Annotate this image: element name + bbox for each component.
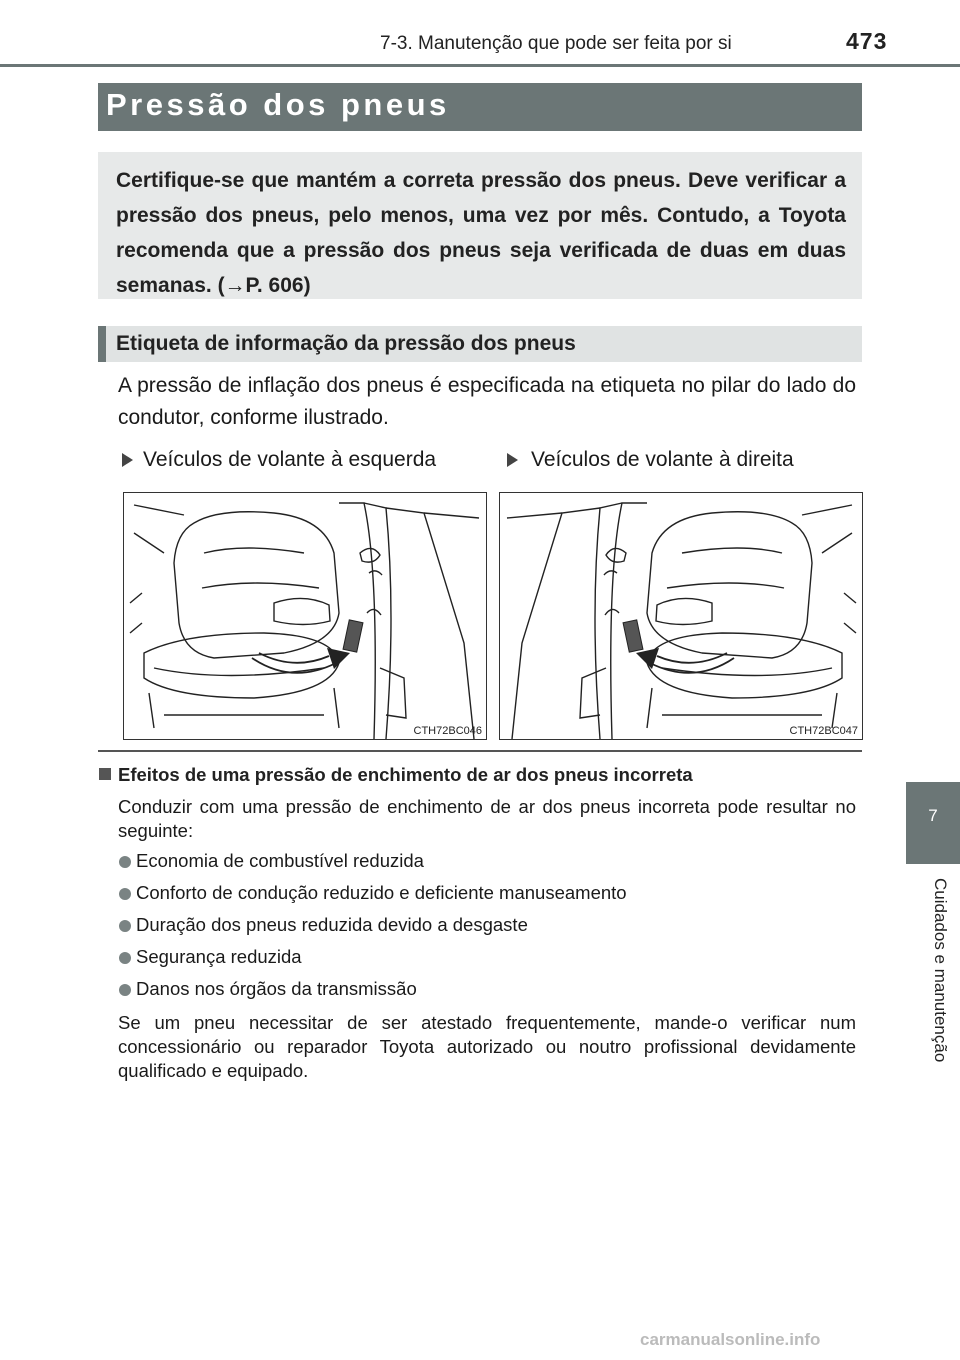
- figure-code-right: CTH72BC047: [789, 725, 858, 737]
- effects-closing: Se um pneu necessitar de ser atestado frequentemente, mande-o verificar num concessionário ou reparador Toyota autorizado ou noutro profissional devidamente qualificado e equipado.: [118, 1012, 856, 1081]
- header-rule: [0, 64, 960, 67]
- bullet-dot-icon: [119, 888, 131, 900]
- bullet-dot-icon: [119, 984, 131, 996]
- effects-bullet: Danos nos órgãos da transmissão: [136, 978, 417, 999]
- caret-right-icon: [507, 453, 518, 467]
- page-title: Pressão dos pneus: [106, 87, 450, 122]
- figure-caption-left: Veículos de volante à esquerda: [143, 448, 437, 471]
- seat-pillar-illustration-left: [124, 493, 486, 739]
- figure-caption-right: Veículos de volante à direita: [531, 448, 794, 471]
- seat-pillar-illustration-right: [500, 493, 862, 739]
- section-heading: Etiqueta de informação da pressão dos pneus: [116, 332, 576, 355]
- figure-right-hand-drive: [499, 492, 863, 740]
- watermark: carmanualsonline.info: [640, 1330, 821, 1349]
- figure-left-hand-drive: [123, 492, 487, 740]
- effects-bullet: Conforto de condução reduzido e deficiente manuseamento: [136, 882, 627, 903]
- bullet-dot-icon: [119, 920, 131, 932]
- page-number: 473: [846, 28, 888, 54]
- chapter-number: 7: [928, 806, 938, 825]
- caret-right-icon: [122, 453, 133, 467]
- bullet-dot-icon: [119, 856, 131, 868]
- section-body: A pressão de inflação dos pneus é especificada na etiqueta no pilar do lado do condutor, conforme ilustrado.: [118, 374, 856, 429]
- square-bullet-icon: [99, 768, 111, 780]
- effects-heading: Efeitos de uma pressão de enchimento de ar dos pneus incorreta: [118, 764, 693, 785]
- bullet-dot-icon: [119, 952, 131, 964]
- section-heading-accent: [98, 326, 106, 362]
- effects-intro: Conduzir com uma pressão de enchimento de ar dos pneus incorreta pode resultar no seguinte:: [118, 796, 856, 841]
- section-divider: [98, 750, 862, 752]
- intro-text: Certifique-se que mantém a correta pressão dos pneus. Deve verificar a pressão dos pneus, pelo menos, uma vez por mês. Contudo, a Toyota recomenda que a pressão dos pneus seja verificada de duas em duas semanas. (→P. 606): [116, 169, 846, 297]
- effects-bullet: Economia de combustível reduzida: [136, 850, 424, 871]
- effects-bullet: Segurança reduzida: [136, 946, 302, 967]
- figure-code-left: CTH72BC046: [413, 725, 482, 737]
- chapter-label: Cuidados e manutenção: [931, 878, 950, 1063]
- effects-bullet: Duração dos pneus reduzida devido a desgaste: [136, 914, 528, 935]
- running-header: 7-3. Manutenção que pode ser feita por si: [380, 33, 732, 54]
